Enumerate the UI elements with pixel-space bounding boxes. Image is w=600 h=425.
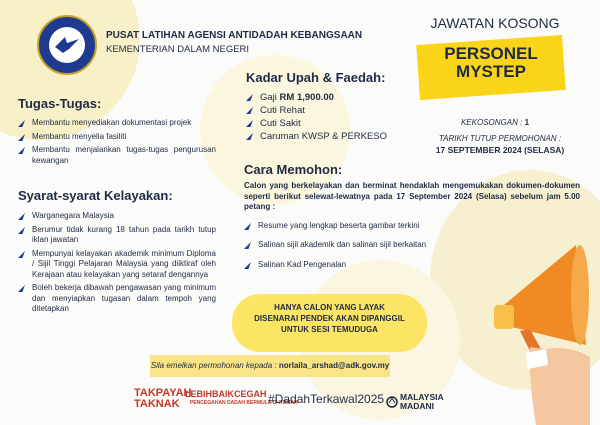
bullet-icon — [18, 134, 25, 141]
megaphone-icon — [490, 235, 590, 425]
bullet-icon — [246, 133, 253, 140]
bullet-icon — [18, 251, 25, 258]
bullet-icon — [18, 285, 25, 292]
syarat-section — [18, 188, 216, 318]
malaysia-madani-logo: MALAYSIA MADANI — [400, 393, 444, 411]
list-item: Salinan sijil akademik dan salinan sijil berkaitan — [244, 240, 454, 251]
kadar-section — [246, 70, 426, 143]
list-item: Cuti Rehat — [246, 104, 426, 117]
bullet-icon — [18, 147, 25, 154]
bullet-icon — [18, 120, 25, 127]
position-title: PERSONEL MYSTEP — [444, 44, 538, 81]
email-link[interactable]: norlaila_arshad@adk.gov.my — [278, 361, 390, 370]
list-item: Membantu menjalankan tugas-tugas pengurusan kewangan — [18, 145, 216, 166]
agency-logo — [37, 15, 97, 75]
shortlist-notice: HANYA CALON YANG LAYAK DISENARAI PENDEK AKAN DIPANGGIL UNTUK SESI TEMUDUGA — [232, 294, 427, 352]
list-item: Mempunyai kelayakan akademik minimum Diploma / Sijil Tinggi Pelajaran Malaysia yang diiktiraf oleh Kerajaan atau kelayakan yang setaraf dengannya — [18, 249, 216, 281]
bullet-icon — [244, 242, 251, 249]
list-item: Warganegara Malaysia — [18, 211, 216, 222]
lebih-baik-cegah-logo: LEBIHBAIKCEGAH — [185, 389, 267, 399]
list-item: Boleh bekerja dibawah pengawasan yang minimum dan menyiapkan tugasan dalam tempoh yang ditetapkan — [18, 283, 216, 315]
list-item: Berumur tidak kurang 18 tahun pada tarikh tutup iklan jawatan — [18, 225, 216, 246]
bullet-icon — [244, 262, 251, 269]
list-item: Membantu menyediakan dokumentasi projek — [18, 118, 216, 129]
list-item: Salinan Kad Pengenalan — [244, 260, 454, 271]
jawatan-heading: JAWATAN KOSONG — [430, 15, 560, 31]
list-item: Gaji RM 1,900.00 — [246, 91, 426, 104]
kadar-title: Kadar Upah & Faedah: — [246, 70, 386, 85]
hashtag: #DadahTerkawal2025 — [268, 392, 385, 406]
lebih-baik-cegah-sub: PENCEGAHAN DADAH BERMULA DI RUMAH — [190, 400, 298, 406]
kekosongan: KEKOSONGAN : 1 — [460, 118, 530, 127]
ministry-name: KEMENTERIAN DALAM NEGERI — [106, 44, 250, 55]
bullet-icon — [244, 223, 251, 230]
tugas-section — [18, 96, 216, 169]
tugas-title: Tugas-Tugas: — [18, 96, 102, 111]
takpayah-taknak-logo: TAKPAYAH TAKNAK — [134, 387, 192, 410]
bullet-icon — [18, 213, 25, 220]
list-item: Resume yang lengkap beserta gambar terkini — [244, 221, 454, 232]
cara-intro: Calon yang berkelayakan dan berminat hendaklah mengemukakan dokumen-dokumen seperti berikut selewat-lewatnya pada 17 September 2024 (Selasa) sebelum jam 5.00 petang : — [244, 181, 580, 211]
cara-title: Cara Memohon: — [244, 162, 343, 177]
list-item: Cuti Sakit — [246, 117, 426, 130]
closing-date-label: TARIKH TUTUP PERMOHONAN : — [438, 134, 562, 143]
closing-date: 17 SEPTEMBER 2024 (SELASA) — [435, 145, 565, 155]
list-item: Membantu menyelia fasiliti — [18, 132, 216, 143]
bullet-icon — [18, 227, 25, 234]
list-item: Caruman KWSP & PERKESO — [246, 130, 426, 143]
email-instruction: Sila emelkan permohonan kepada : norlaila_arshad@adk.gov.my — [150, 361, 390, 370]
syarat-title: Syarat-syarat Kelayakan: — [18, 188, 173, 203]
madani-emblem-icon — [386, 395, 398, 409]
salary-value: RM 1,900.00 — [279, 92, 334, 103]
bullet-icon — [246, 120, 253, 127]
bullet-icon — [246, 107, 253, 114]
bullet-icon — [246, 94, 253, 101]
org-name: PUSAT LATIHAN AGENSI ANTIDADAH KEBANGSAAN — [106, 30, 363, 41]
